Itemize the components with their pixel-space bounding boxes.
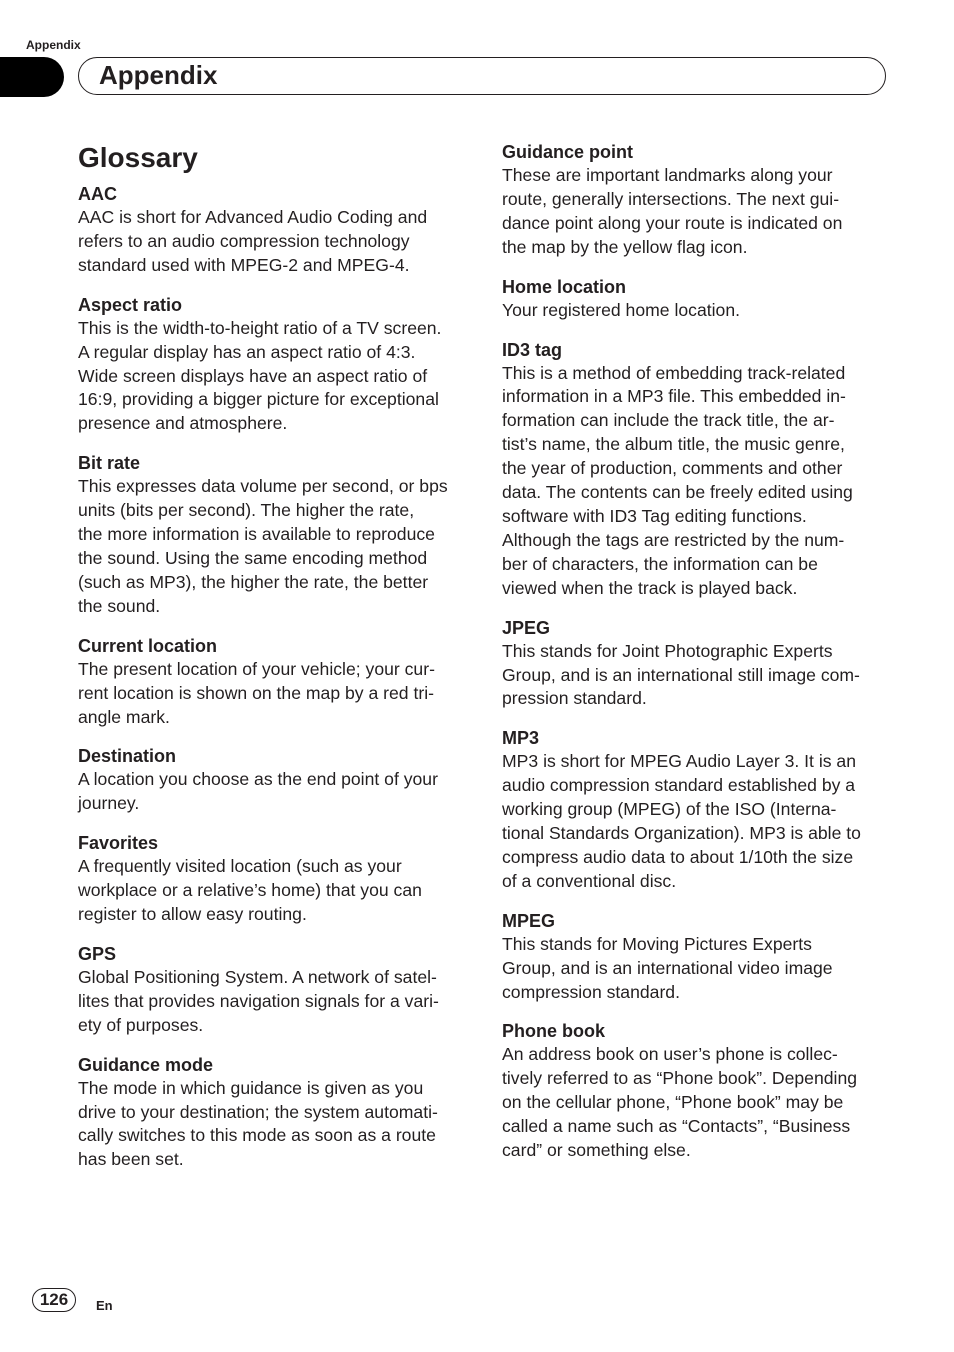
glossary-entry [502,1019,890,1163]
glossary-entry [502,338,890,601]
section-title: Appendix [99,60,218,90]
glossary-term: GPS [78,943,117,964]
section-title-bar [78,57,886,95]
glossary-entry [502,275,890,323]
glossary-entry [502,616,890,712]
glossary-definition: MP3 is short for MPEG Audio Layer 3. It is an audio compression standard established by a working group (MPEG) of the ISO (Interna- tional Standards Organization). MP3 is able to compress audio data to about 1/10th the size of a conventional disc. [502,751,861,891]
glossary-term: ID3 tag [502,339,563,360]
glossary-entry [78,182,466,278]
glossary-term: Destination [78,746,177,767]
glossary-list-left [78,182,466,1172]
glossary-entry [78,293,466,437]
glossary-entry [502,140,890,260]
glossary-term: Guidance mode [78,1054,214,1075]
glossary-entry [78,634,466,730]
glossary-definition: An address book on user’s phone is collec- tively referred to as “Phone book”. Depending on the cellular phone, “Phone book” may be called a name such as “Contacts”, “Business card” or something else. [502,1044,858,1161]
glossary-definition: This is the width-to-height ratio of a TV screen. A regular display has an aspect ratio of 4:3. Wide screen displays have an aspect ratio of 16:9, providing a bigger picture for exceptional presence and atmosphere. [78,317,442,434]
glossary-definition: Your registered home location. [502,299,740,320]
glossary-entry [502,726,890,893]
left-column [78,140,466,1187]
glossary-term: Favorites [78,833,159,854]
glossary-term: Aspect ratio [78,294,183,315]
glossary-term: Phone book [502,1021,605,1042]
glossary-definition: AAC is short for Advanced Audio Coding and refers to an audio compression technology standard used with MPEG-2 and MPEG-4. [78,207,428,275]
glossary-term: Current location [78,635,218,656]
glossary-definition: Global Positioning System. A network of satel- lites that provides navigation signals for a vari- ety of purposes. [78,966,439,1035]
glossary-definition: This expresses data volume per second, or bps units (bits per second). The higher the rate, the more information is available to reproduce the sound. Using the same encoding method (such as MP3), the higher the rate, the better the sound. [78,476,448,616]
glossary-definition: This is a method of embedding track-related information in a MP3 file. This embedded in- formation can include the track title, the ar- tist’s name, the album title, the music genre, the year of production, comments and other data. The contents can be freely edited using software with ID3 Tag editing functions. Although the tags are restricted by the num- ber of characters, the information can be viewed when the track is played back. [502,362,853,598]
glossary-definition: The mode in which guidance is given as you drive to your destination; the system automati- cally switches to this mode as soon as a route has been set. [78,1077,438,1170]
glossary-term: Bit rate [78,453,141,474]
glossary-term: MPEG [502,910,556,931]
glossary-list-right [502,140,890,1163]
glossary-entry [78,451,466,618]
glossary-entry [78,744,466,816]
glossary-entry [502,909,890,1005]
glossary-term: Guidance point [502,142,634,162]
section-tab-marker [0,57,64,97]
glossary-entry [78,831,466,927]
right-column [502,140,890,1178]
glossary-definition: These are important landmarks along your route, generally intersections. The next gui- dance point along your route is indicated on the map by the yellow flag icon. [502,165,843,257]
page-number: 126 [32,1288,76,1312]
glossary-term: AAC [78,184,117,204]
glossary-definition: A location you choose as the end point of your journey. [78,769,438,814]
page-title: Glossary [78,142,198,173]
glossary-term: JPEG [502,617,551,638]
glossary-definition: This stands for Joint Photographic Experts Group, and is an international still image com- pression standard. [502,640,860,709]
glossary-definition: The present location of your vehicle; your cur- rent location is shown on the map by a red tri- angle mark. [78,658,435,727]
glossary-definition: A frequently visited location (such as your workplace or a relative’s home) that you can register to allow easy routing. [78,856,422,925]
glossary-term: Home location [502,276,627,297]
language-label: En [96,1298,113,1313]
glossary-entry [78,1053,466,1173]
glossary-term: MP3 [502,728,540,749]
glossary-entry [78,942,466,1038]
running-header-label: Appendix [26,38,81,52]
glossary-definition: This stands for Moving Pictures Experts Group, and is an international video image compression standard. [502,933,833,1002]
